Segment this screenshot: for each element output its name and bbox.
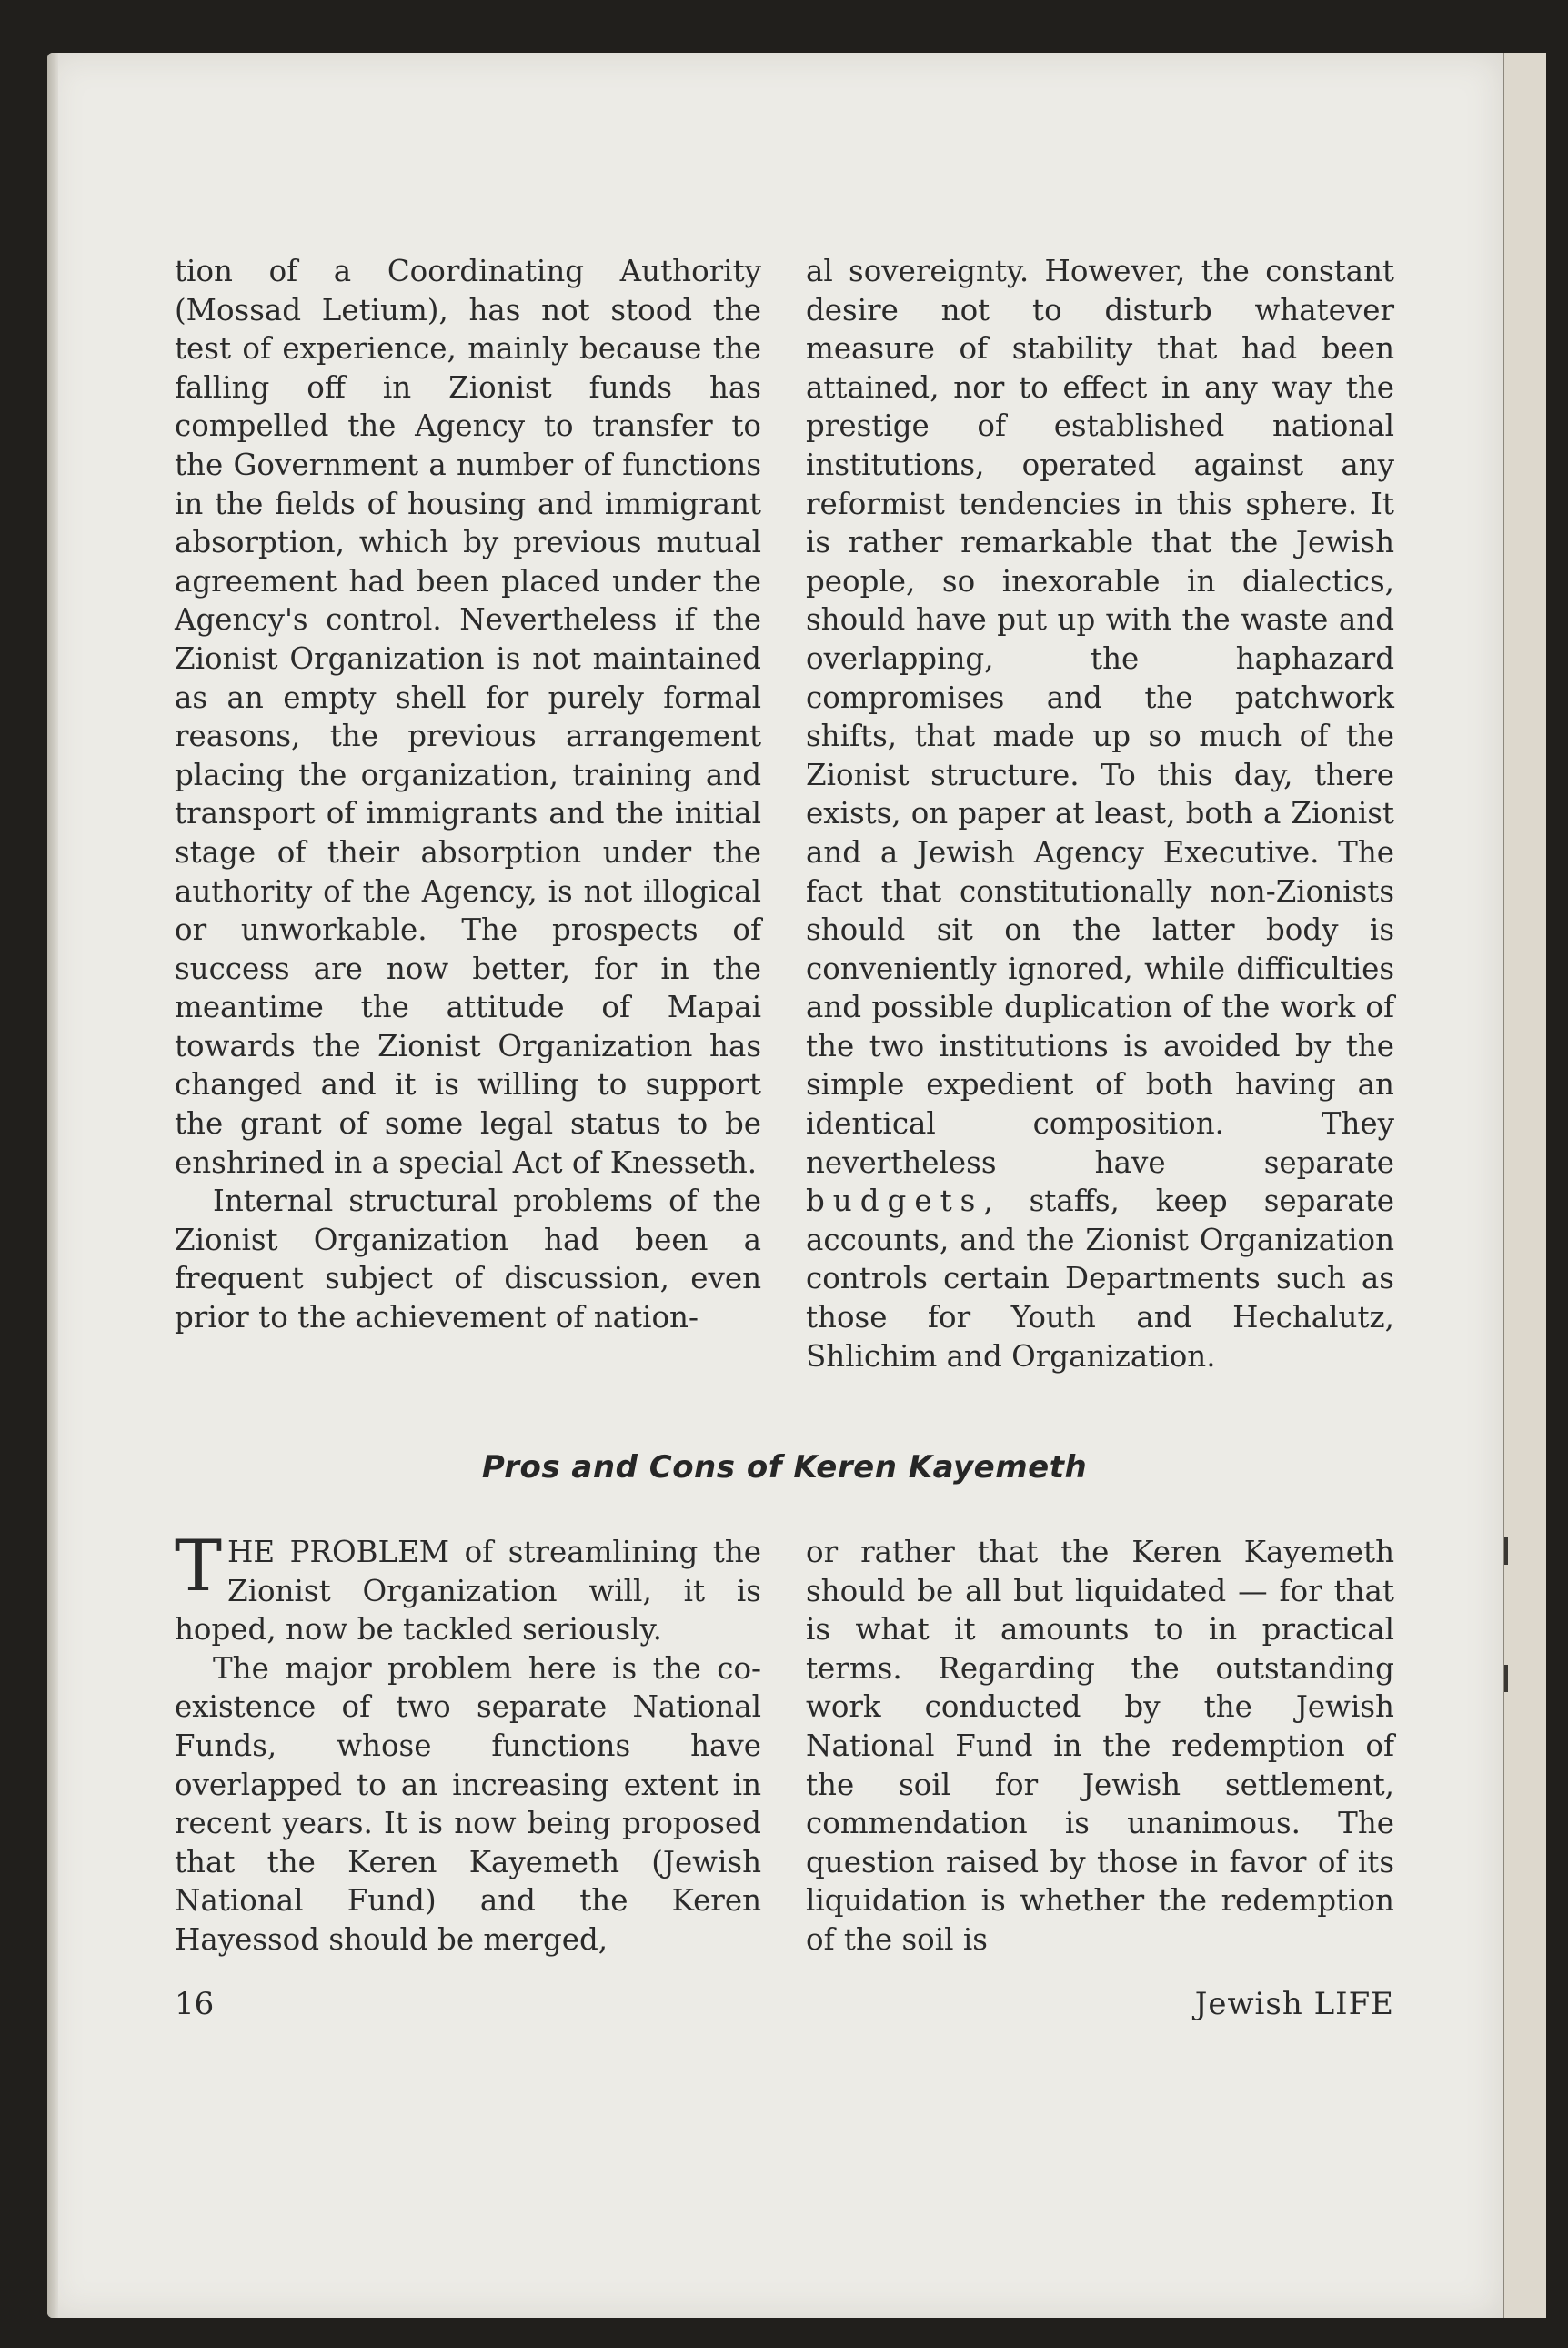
page-spine (47, 53, 58, 2318)
page-number: 16 (175, 1986, 215, 2022)
paragraph-text: , staffs, keep separate accounts, and the Zionist Organization controls certain Departments such as those for Youth and Hechalutz, Shlichim and Organization. (806, 1184, 1394, 1374)
paragraph (175, 1526, 761, 1649)
publication-name: Jewish LIFE (1194, 1986, 1394, 2022)
margin-mark (1504, 1665, 1508, 1692)
letterspaced-word: budgets (806, 1184, 984, 1219)
paragraph (806, 252, 1394, 1376)
paragraph-text: HE PROBLEM of streamlining the Zionist Organization will, it is hoped, now be tackled seriously. (175, 1535, 761, 1648)
text-column-bottom-right (806, 1533, 1394, 1960)
text-column-top-left (175, 252, 761, 1337)
section-heading: Pros and Cons of Keren Kayemeth (481, 1449, 1088, 1486)
paragraph: or rather that the Keren Kayemeth should be all but liquidated — for that is what it amounts to in practical terms. Regarding the outstanding work conducted by the Jewish National Fund in the redemption of the soil for Jewish settlement, commendation is unanimous. The question raised by those in favor of its liquidation is whether the redemption of the soil is (806, 1535, 1394, 1957)
paragraph: The major problem here is the co-existence of two separate National Funds, whose functions have overlapped to an increasing extent in recent years. It is now being proposed that the Keren Kayemeth (Jewish National Fund) and the Keren Hayessod should be merged, (175, 1650, 761, 1957)
paragraph: tion of a Coordinating Authority (Mossad Letium), has not stood the test of experience, mainly because the falling off in Zionist funds has compelled the Agency to transfer to the Government a number of functions in the fields of housing and immigrant absorption, which by previous mutual agreement had been placed under the Agency's control. Nevertheless if the Zionist Organization is not maintained as an empty shell for purely formal reasons, the previous arrangement placing the organization, training and transport of immigrants and the initial stage of their absorption under the authority of the Agency, is not illogical or unworkable. The prospects of success are now better, for in the meantime the attitude of Mapai towards the Zionist Organization has changed and it is willing to support the grant of some legal status to be enshrined in a special Act of Knesseth. (175, 254, 761, 1180)
adjacent-page-edge (1503, 53, 1546, 2318)
paragraph-text: al sovereignty. However, the constant desire not to disturb whatever measure of stability that had been attained, nor to effect in any way the prestige of established national institutions, operated against any reformist tendencies in this sphere. It is rather remarkable that the Jewish people, so inexorable in dialectics, should have put up with the waste and overlapping, the haphazard compromises and the patchwork shifts, that made up so much of the Zionist structure. To this day, there exists, on paper at least, both a Zionist and a Jewish Agency Executive. The fact that constitutionally non-Zionists should sit on the latter body is conveniently ignored, while difficulties and possible duplication of the work of the two institutions is avoided by the simple expedient of both having an identical composition. They nevertheless have separate (806, 254, 1394, 1180)
paragraph: Internal structural problems of the Zionist Organization had been a frequent subject of discussion, even prior to the achievement of nation- (175, 1184, 761, 1335)
drop-cap: T (175, 1526, 223, 1607)
margin-mark (1504, 1537, 1508, 1565)
text-column-top-right (806, 252, 1394, 1376)
text-column-bottom-left (175, 1526, 761, 1960)
